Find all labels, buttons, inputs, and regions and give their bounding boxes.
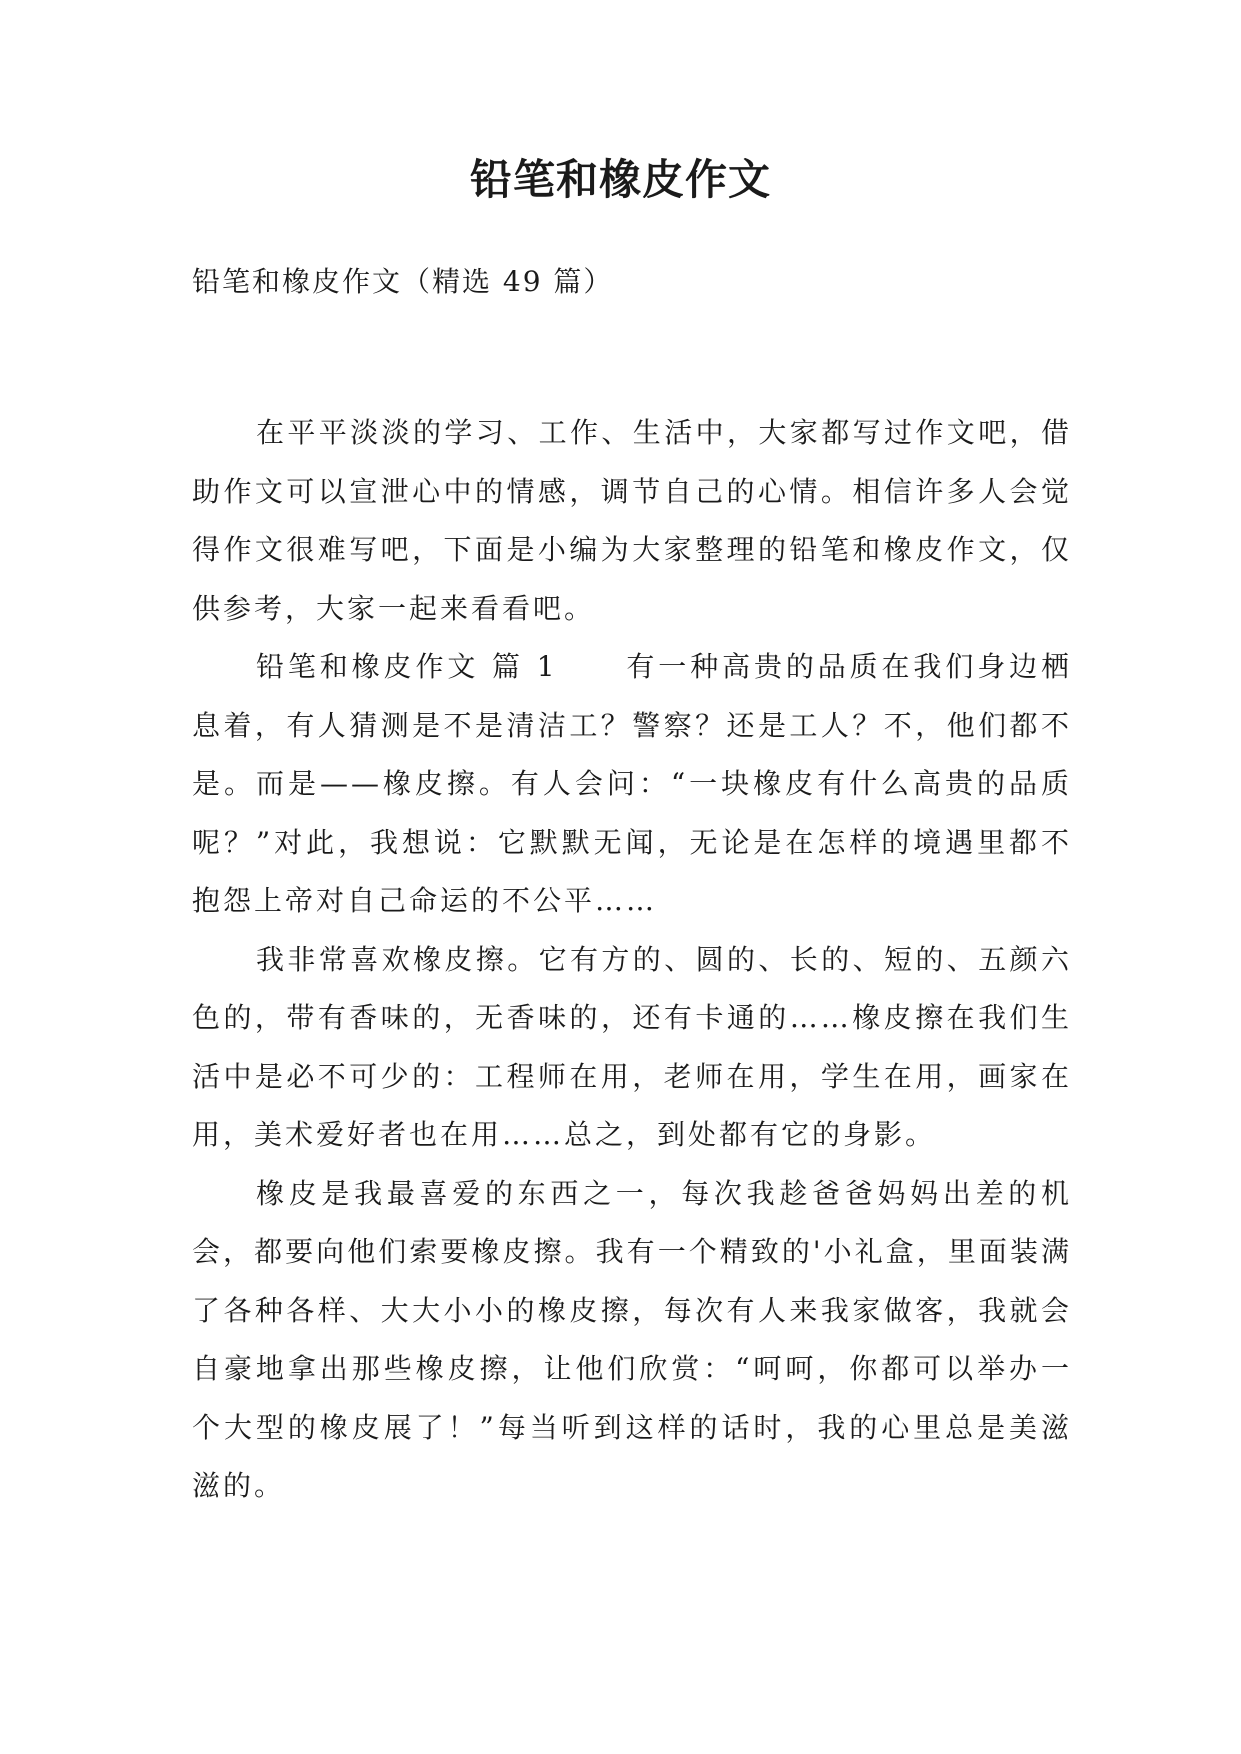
section-heading: 铅笔和橡皮作文 篇 1 [256,650,558,683]
body-paragraph: 我非常喜欢橡皮擦。它有方的、圆的、长的、短的、五颜六色的，带有香味的，无香味的，还有卡通的……橡皮擦在我们生活中是必不可少的：工程师在用，老师在用，学生在用，画家在用，美术爱好者也在用……总之，到处都有它的身影。 [192,942,1072,1151]
document-subtitle: 铅笔和橡皮作文（精选 49 篇） [192,265,614,298]
intro-paragraph: 在平平淡淡的学习、工作、生活中，大家都写过作文吧，借助作文可以宣泄心中的情感，调节自己的心情。相信许多人会觉得作文很难写吧，下面是小编为大家整理的铅笔和橡皮作文，仅供参考，大家一起来看看吧。 [192,416,1072,625]
document-body [192,404,1072,1516]
document-title: 铅笔和橡皮作文 [469,155,771,204]
section-1-paragraph [192,638,1072,931]
body-paragraph: 橡皮是我最喜爱的东西之一，每次我趁爸爸妈妈出差的机会，都要向他们索要橡皮擦。我有一个精致的'小礼盒，里面装满了各种各样、大大小小的橡皮擦，每次有人来我家做客，我就会自豪地拿出那些橡皮擦，让他们欣赏：“呵呵，你都可以举办一个大型的橡皮展了！”每当听到这样的话时，我的心里总是美滋滋的。 [192,1176,1072,1502]
section-1-text: 有一种高贵的品质在我们身边栖息着，有人猜测是不是清洁工？警察？还是工人？不，他们都不是。而是——橡皮擦。有人会问：“一块橡皮有什么高贵的品质呢？”对此，我想说：它默默无闻，无论是在怎样的境遇里都不抱怨上帝对自己命运的不公平…… [192,650,1072,917]
